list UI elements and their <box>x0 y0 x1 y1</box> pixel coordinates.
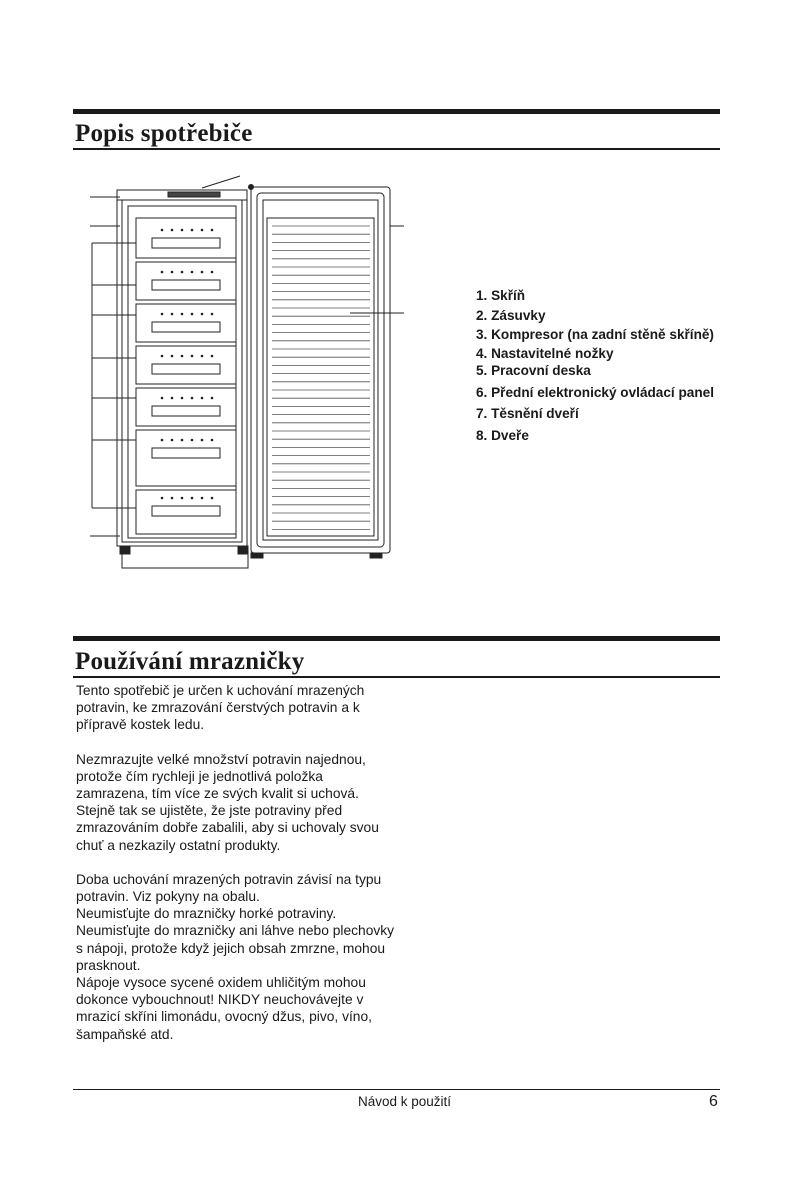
legend-item: 7. Těsnění dveří <box>476 406 579 421</box>
section-rule <box>73 148 720 150</box>
section-bar-top <box>73 636 720 641</box>
usage-text <box>76 682 396 1043</box>
paragraph: Nezmrazujte velké množství potravin najednou, protože čím rychleji je jednotlivá položka zamrazena, tím více ze svých kvalit si uchová. Stejně tak se ujistěte, že jste potraviny před zmrazováním dobře zabalili, aby si uchovaly svou chuť a nezkazily ostatní produkty. <box>76 751 379 853</box>
paragraph: Doba uchování mrazených potravin závisí na typu potravin. Viz pokyny na obalu. <box>76 871 382 905</box>
parts-legend <box>476 286 714 445</box>
legend-item: 1. Skříň <box>476 288 526 303</box>
legend-item: 3. Kompresor (na zadní stěně skříně) <box>476 327 714 342</box>
paragraph: Nápoje vysoce sycené oxidem uhličitým mohou dokonce vybouchnout! NIKDY neuchovávejte v mrazicí skříni limonádu, ovocný džus, pivo, víno, šampaňské atd. <box>76 975 372 1042</box>
legend-item: 2. Zásuvky <box>476 307 546 323</box>
base-outline <box>122 554 248 568</box>
paragraph: Tento spotřebič je určen k uchování mrazených potravin, ke zmrazování čerstvých potravin a k přípravě kostek ledu. <box>76 683 365 733</box>
control-panel-pointer <box>202 176 240 188</box>
door-gasket <box>257 193 384 547</box>
legend-item: 4. Nastavitelné nožky <box>476 345 614 361</box>
paragraph: Neumisťujte do mrazničky horké potraviny. <box>76 906 337 922</box>
drawers <box>136 218 236 534</box>
foot <box>120 546 130 554</box>
door-outline <box>251 187 390 553</box>
footer-rule <box>73 1089 720 1090</box>
page-number: 6 <box>709 1093 718 1110</box>
section-title-description: Popis spotřebiče <box>75 120 253 147</box>
section-title-usage: Používání mrazničky <box>75 648 305 675</box>
footer-manual-title: Návod k použití <box>358 1094 452 1109</box>
paragraph: Neumisťujte do mrazničky ani láhve nebo plechovky s nápoji, protože když jejich obsah zmrzne, mohou prasknout. <box>76 923 395 973</box>
legend-item: 8. Dveře <box>476 427 529 443</box>
door-shelves <box>272 226 370 529</box>
section-bar-top <box>73 109 720 114</box>
foot <box>238 546 248 554</box>
freezer-diagram <box>80 170 410 580</box>
section-rule <box>73 676 720 678</box>
control-panel <box>168 192 220 197</box>
legend-item: 6. Přední elektronický ovládací panel <box>476 384 714 400</box>
legend-item: 5. Pracovní deska <box>476 362 591 378</box>
cabinet-inner <box>122 200 242 542</box>
